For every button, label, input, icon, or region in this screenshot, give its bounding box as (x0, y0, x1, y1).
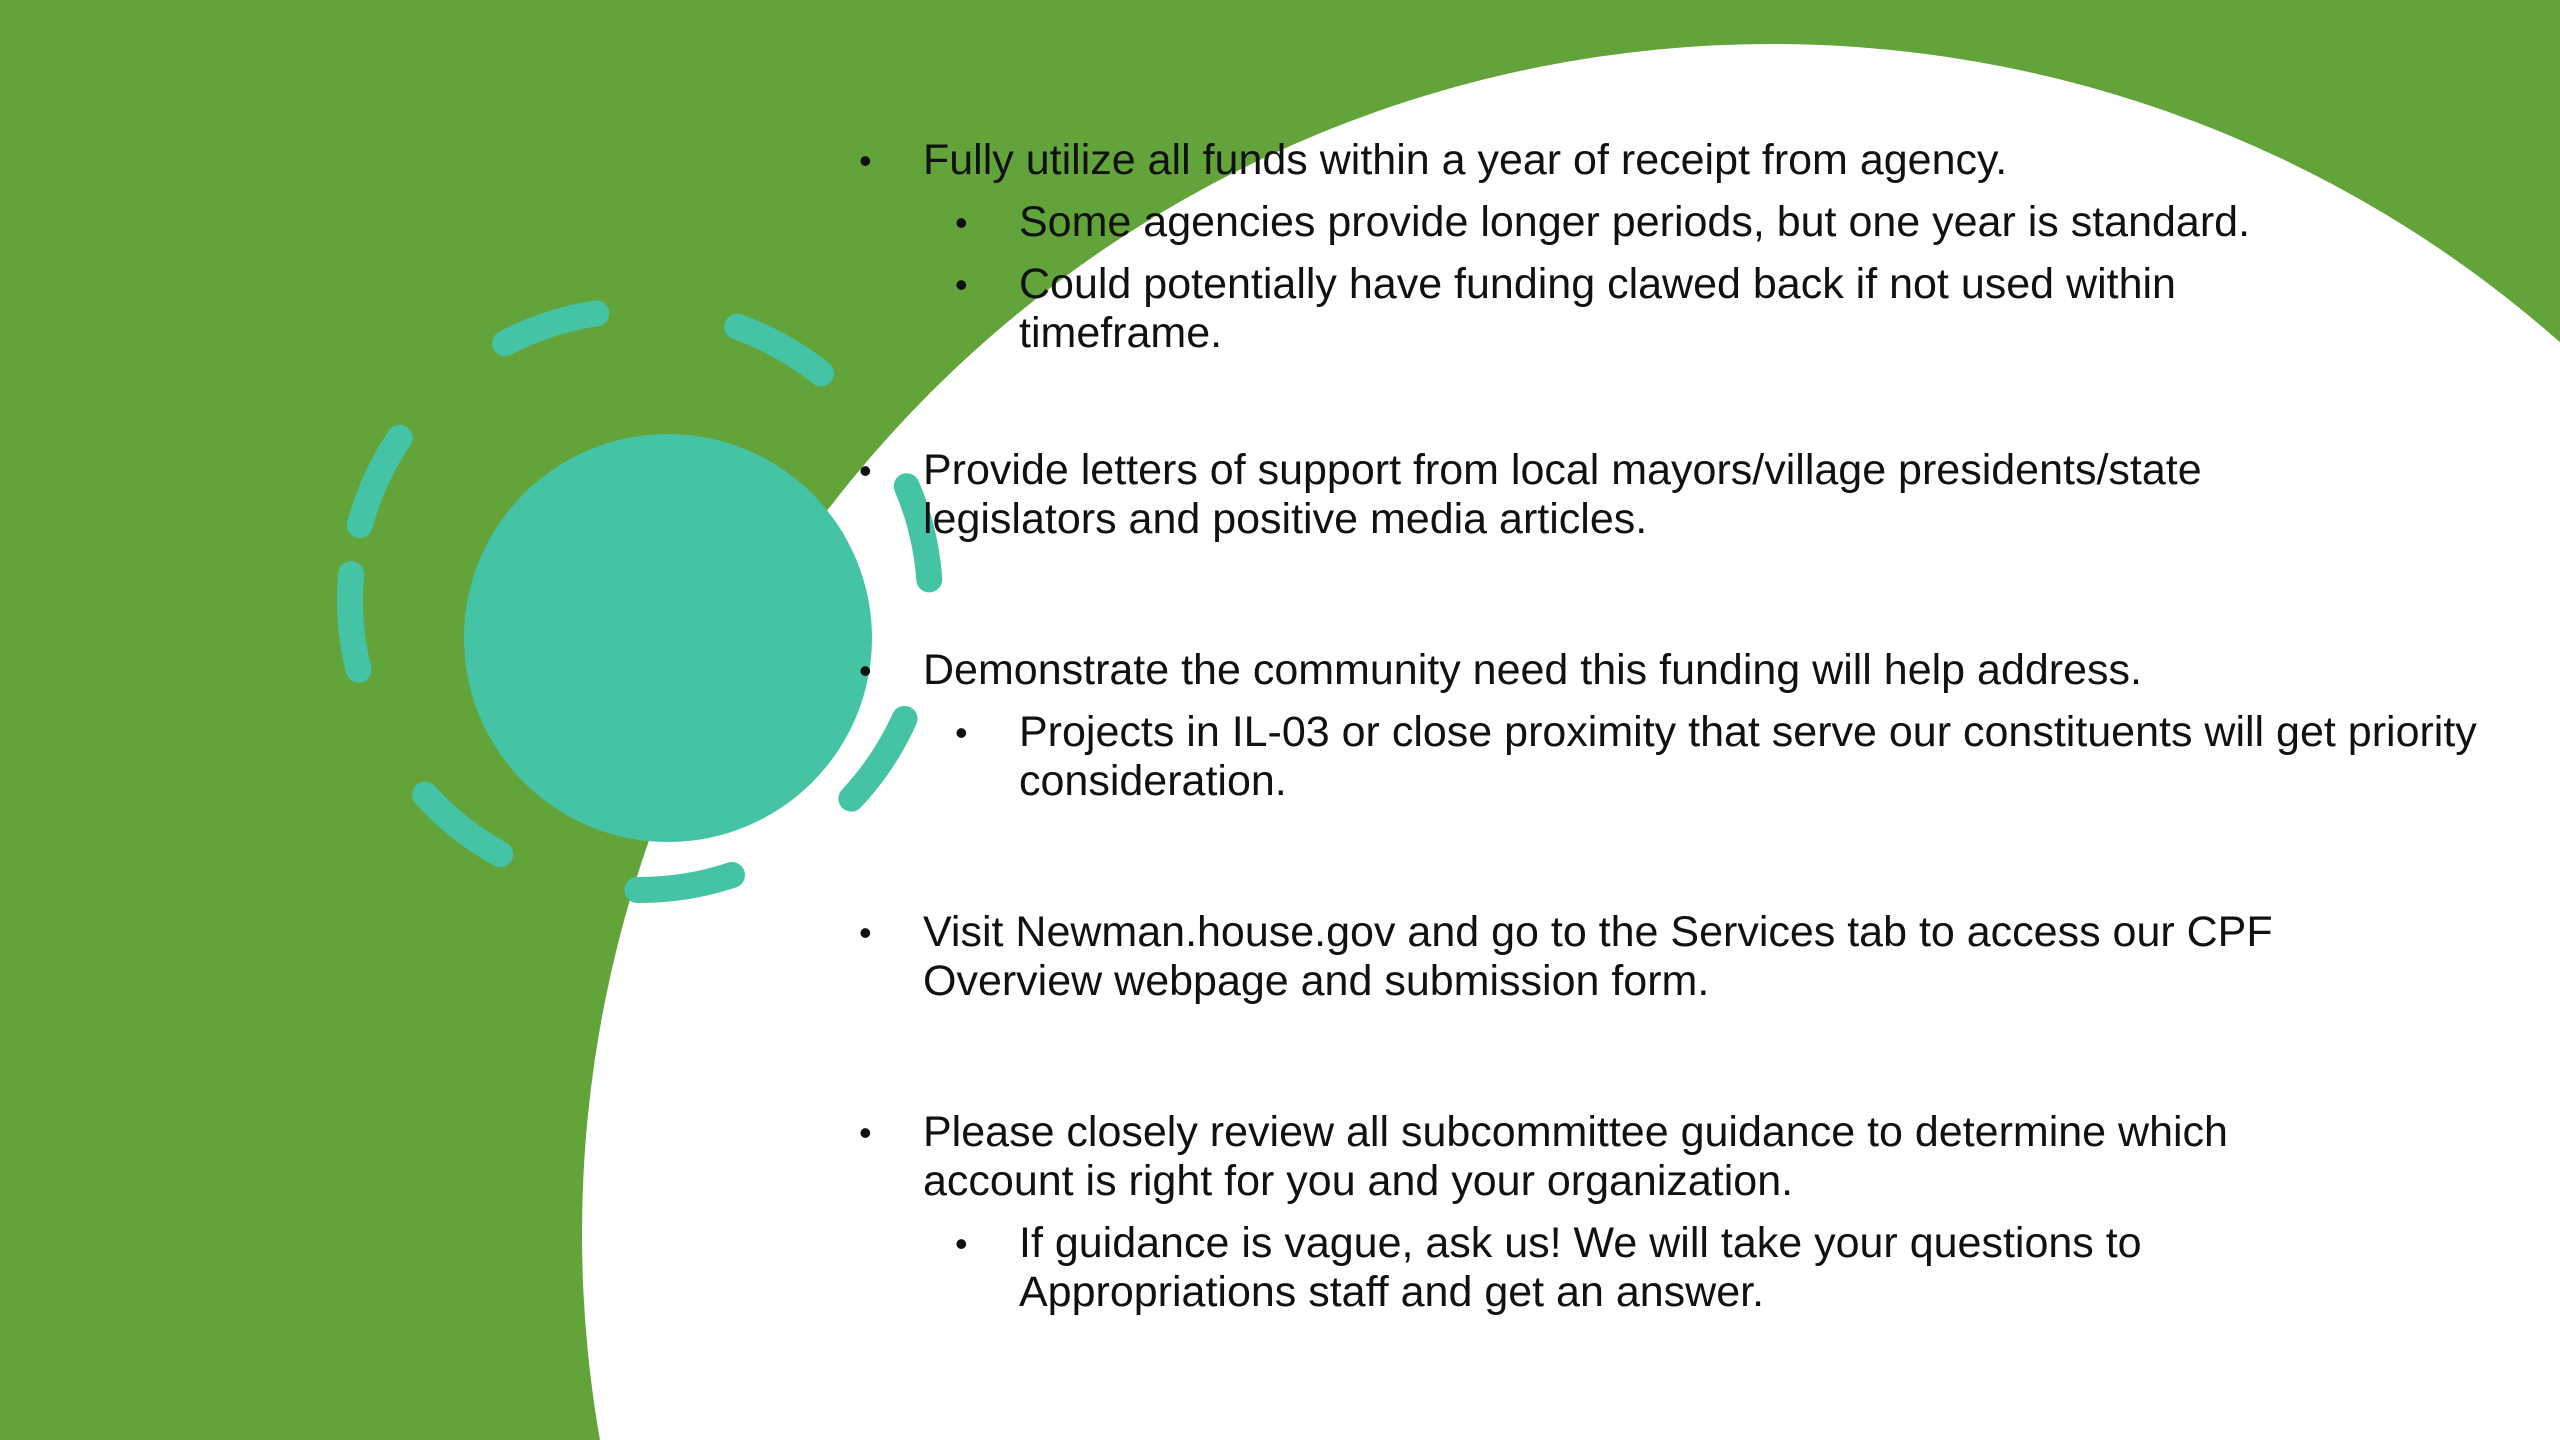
bullet-item: • Fully utilize all funds within a year of receipt from agency. (859, 136, 2483, 185)
bullet-item: • Demonstrate the community need this funding will help address. (859, 646, 2483, 695)
sub-bullet-item: • Some agencies provide longer periods, but one year is standard. (955, 198, 2459, 247)
bullet-group-4 (859, 908, 2363, 1006)
sub-bullet-item: • Could potentially have funding clawed back if not used within timeframe. (955, 260, 2219, 358)
bullet-item: • Provide letters of support from local mayors/village presidents/state legislators and positive media articles. (859, 446, 2343, 544)
bullet-group-3 (859, 646, 2499, 806)
sub-bullet-item: • If guidance is vague, ask us! We will take your questions to Appropriations staff and get an answer. (955, 1219, 2259, 1317)
bullet-group-1 (859, 136, 2483, 358)
bullet-group-2 (859, 446, 2343, 544)
bullet-group-5 (859, 1108, 2343, 1317)
bullet-item: • Visit Newman.house.gov and go to the Services tab to access our CPF Overview webpage and submission form. (859, 908, 2363, 1006)
sub-bullet-item: • Projects in IL-03 or close proximity that serve our constituents will get priority consideration. (955, 708, 2499, 806)
bullet-item: • Please closely review all subcommittee guidance to determine which account is right for you and your organization. (859, 1108, 2343, 1206)
